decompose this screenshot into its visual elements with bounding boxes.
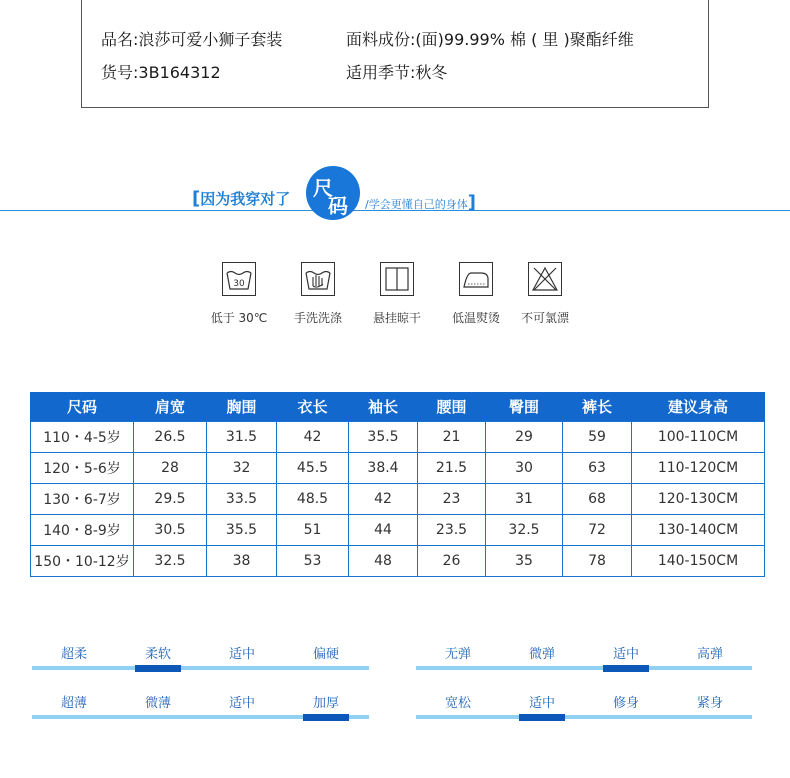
scale-option: 紧身 — [696, 696, 723, 711]
cell-size: 140・8-9岁 — [31, 515, 134, 546]
care-hand-wash: 手洗洗涤 — [278, 262, 358, 326]
cell-value: 35 — [486, 546, 563, 577]
scale-option: 偏硬 — [312, 647, 339, 662]
svg-text:30: 30 — [233, 279, 245, 289]
cell-height: 120-130CM — [632, 484, 765, 515]
cell-value: 59 — [563, 422, 632, 453]
banner-right-text: /学会更懂自己的身体] — [365, 192, 476, 213]
scale-option: 宽松 — [444, 696, 471, 711]
cell-value: 51 — [277, 515, 349, 546]
cell-value: 23.5 — [418, 515, 486, 546]
cell-size: 120・5-6岁 — [31, 453, 134, 484]
cell-height: 110-120CM — [632, 453, 765, 484]
header-height: 建议身高 — [632, 392, 765, 422]
scale-selected-marker — [135, 665, 181, 672]
scale-option: 适中 — [612, 647, 639, 662]
cell-value: 45.5 — [277, 453, 349, 484]
cell-value: 33.5 — [207, 484, 277, 515]
scale-option: 超柔 — [60, 647, 87, 662]
care-wash-30: 30 低于 30℃ — [199, 262, 279, 326]
scale-option: 无弹 — [444, 647, 471, 662]
product-name: 品名:浪莎可爱小狮子套装 — [101, 30, 283, 49]
scale-option: 修身 — [612, 696, 639, 711]
care-hang-dry: 悬挂晾干 — [357, 262, 437, 326]
size-badge: 尺 码 — [306, 166, 360, 220]
scale-option: 高弹 — [696, 647, 723, 662]
header-sleeve: 袖长 — [349, 392, 418, 422]
product-info-box — [81, 0, 709, 108]
cell-value: 78 — [563, 546, 632, 577]
cell-value: 48 — [349, 546, 418, 577]
product-season: 适用季节:秋冬 — [346, 63, 448, 82]
cell-value: 31 — [486, 484, 563, 515]
cell-size: 110・4-5岁 — [31, 422, 134, 453]
cell-value: 48.5 — [277, 484, 349, 515]
header-waist: 腰围 — [418, 392, 486, 422]
header-shoulder: 肩宽 — [134, 392, 207, 422]
product-sku: 货号:3B164312 — [101, 63, 221, 82]
cell-value: 63 — [563, 453, 632, 484]
hand-wash-icon — [301, 262, 335, 296]
cell-value: 30 — [486, 453, 563, 484]
cell-height: 100-110CM — [632, 422, 765, 453]
cell-value: 72 — [563, 515, 632, 546]
cell-value: 38 — [207, 546, 277, 577]
care-no-bleach: 不可氯漂 — [505, 262, 585, 326]
table-row — [31, 422, 765, 453]
cell-value: 29.5 — [134, 484, 207, 515]
table-row — [31, 515, 765, 546]
table-row — [31, 484, 765, 515]
cell-value: 32 — [207, 453, 277, 484]
cell-value: 53 — [277, 546, 349, 577]
cell-value: 29 — [486, 422, 563, 453]
table-row — [31, 546, 765, 577]
banner-left-text: [因为我穿对了 — [192, 188, 291, 209]
cell-value: 38.4 — [349, 453, 418, 484]
scale-option: 微薄 — [144, 696, 171, 711]
care-low-iron: 低温熨烫 — [436, 262, 516, 326]
cell-size: 130・6-7岁 — [31, 484, 134, 515]
scale-option: 微弹 — [528, 647, 555, 662]
header-chest: 胸围 — [207, 392, 277, 422]
cell-value: 42 — [349, 484, 418, 515]
cell-size: 150・10-12岁 — [31, 546, 134, 577]
scale-selected-marker — [303, 714, 349, 721]
table-row — [31, 453, 765, 484]
no-bleach-icon — [528, 262, 562, 296]
low-iron-icon — [459, 262, 493, 296]
scale-track — [416, 666, 752, 670]
cell-value: 32.5 — [486, 515, 563, 546]
scale-option: 加厚 — [312, 696, 339, 711]
scale-selected-marker — [519, 714, 565, 721]
scale-track — [416, 715, 752, 719]
cell-value: 23 — [418, 484, 486, 515]
cell-value: 44 — [349, 515, 418, 546]
scale-option: 柔软 — [144, 647, 171, 662]
size-table-header — [31, 392, 765, 422]
scale-option: 适中 — [528, 696, 555, 711]
scale-selected-marker — [603, 665, 649, 672]
cell-value: 42 — [277, 422, 349, 453]
scale-option: 适中 — [228, 696, 255, 711]
header-size: 尺码 — [31, 392, 134, 422]
cell-value: 35.5 — [207, 515, 277, 546]
header-length: 衣长 — [277, 392, 349, 422]
cell-value: 26.5 — [134, 422, 207, 453]
cell-value: 30.5 — [134, 515, 207, 546]
cell-value: 68 — [563, 484, 632, 515]
scale-track — [32, 666, 369, 670]
cell-value: 35.5 — [349, 422, 418, 453]
cell-height: 140-150CM — [632, 546, 765, 577]
scale-option: 超薄 — [60, 696, 87, 711]
size-chart-table — [30, 392, 765, 577]
cell-value: 32.5 — [134, 546, 207, 577]
cell-value: 26 — [418, 546, 486, 577]
wash-30-icon — [222, 262, 256, 296]
cell-value: 21.5 — [418, 453, 486, 484]
cell-height: 130-140CM — [632, 515, 765, 546]
cell-value: 21 — [418, 422, 486, 453]
hang-dry-icon — [380, 262, 414, 296]
header-pants-length: 裤长 — [563, 392, 632, 422]
product-material: 面料成份:(面)99.99% 棉 ( 里 )聚酯纤维 — [346, 30, 634, 49]
scale-option: 适中 — [228, 647, 255, 662]
header-hip: 臀围 — [486, 392, 563, 422]
cell-value: 28 — [134, 453, 207, 484]
cell-value: 31.5 — [207, 422, 277, 453]
